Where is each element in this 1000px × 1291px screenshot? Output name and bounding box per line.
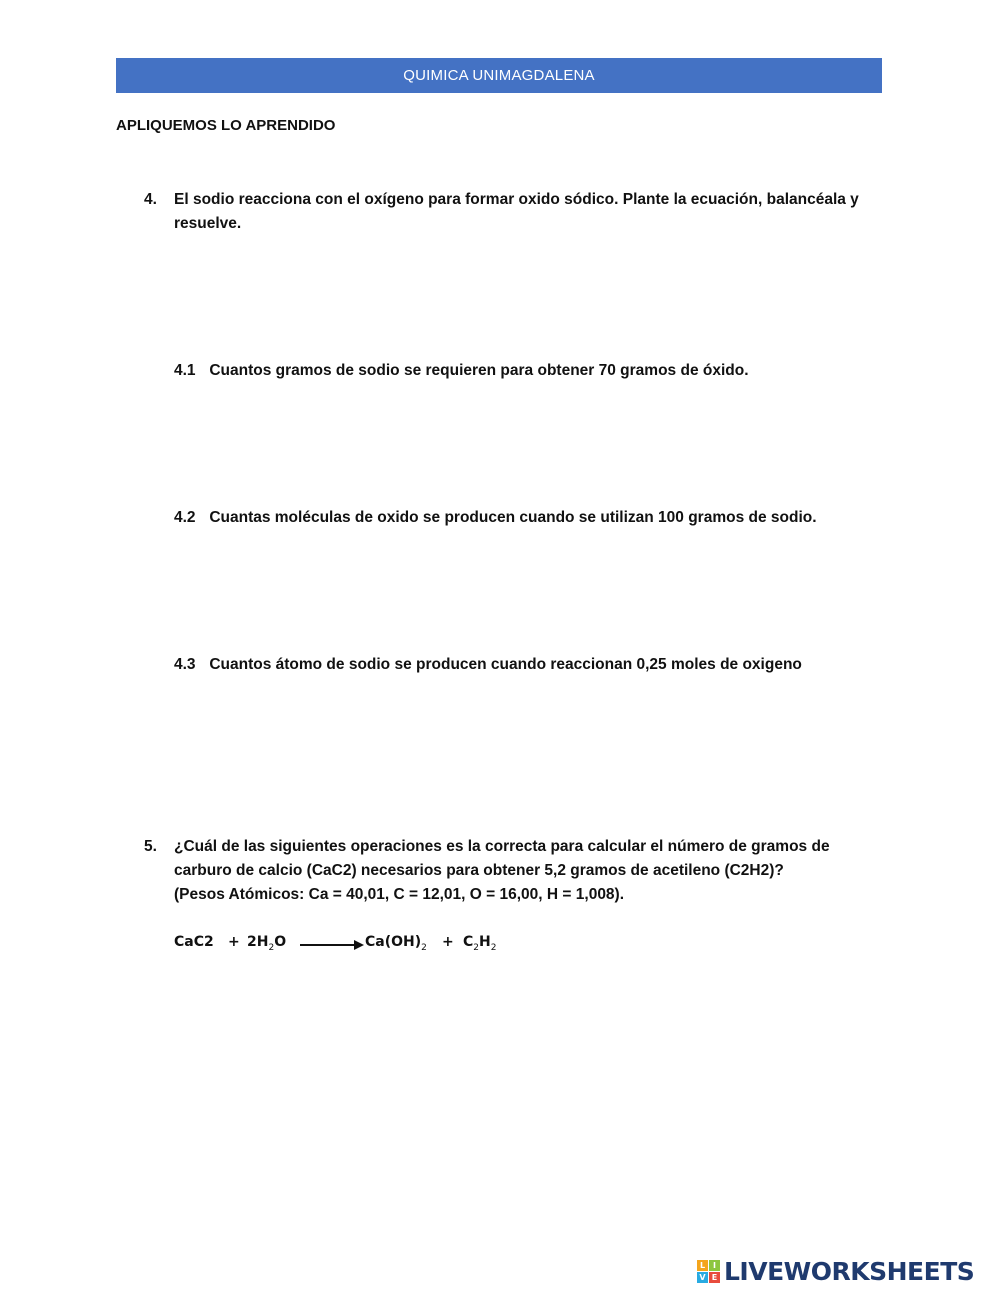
question-5 bbox=[144, 835, 864, 907]
question-5-number: 5. bbox=[144, 838, 157, 855]
reaction-arrow bbox=[300, 944, 362, 946]
equation-reactant-2-suffix: O bbox=[274, 934, 287, 950]
logo-text: LIVEWORKSHEETS bbox=[724, 1256, 975, 1286]
question-4-1 bbox=[174, 359, 874, 383]
liveworksheets-logo bbox=[697, 1256, 974, 1286]
equation-product-2-h-sub: 2 bbox=[490, 942, 497, 953]
question-4-line1: El sodio reacciona con el oxígeno para formar oxido sódico. Plante la ecuación, balancéala y bbox=[174, 191, 859, 208]
equation-product-1-sub: 2 bbox=[421, 942, 427, 953]
equation-product-2-c: C bbox=[463, 934, 474, 950]
question-5-line3: (Pesos Atómicos: Ca = 40,01, C = 12,01, O = 16,00, H = 1,008). bbox=[174, 886, 625, 903]
question-5-line1: ¿Cuál de las siguientes operaciones es la correcta para calcular el número de gramos de bbox=[174, 838, 830, 855]
logo-blocks-icon bbox=[697, 1260, 720, 1283]
question-4-2-text: Cuantas moléculas de oxido se producen cuando se utilizan 100 gramos de sodio. bbox=[209, 509, 817, 526]
section-title: APLIQUEMOS LO APRENDIDO bbox=[116, 117, 336, 134]
equation-product-1-prefix: Ca(OH) bbox=[365, 934, 422, 950]
question-4-number: 4. bbox=[144, 191, 157, 208]
question-4-line2: resuelve. bbox=[174, 215, 242, 232]
question-4-2-number: 4.2 bbox=[174, 509, 196, 526]
logo-block-e: E bbox=[709, 1272, 720, 1283]
question-4-3 bbox=[174, 653, 874, 677]
question-4-1-number: 4.1 bbox=[174, 362, 196, 379]
question-4-2 bbox=[174, 506, 874, 530]
equation-reactant-2-sub: 2 bbox=[268, 942, 275, 953]
logo-block-v: V bbox=[697, 1272, 708, 1283]
chemical-equation bbox=[174, 930, 514, 960]
equation-reactant-2 bbox=[247, 934, 286, 953]
question-4-3-text: Cuantos átomo de sodio se producen cuando reaccionan 0,25 moles de oxigeno bbox=[209, 656, 802, 673]
equation-product-2-c-sub: 2 bbox=[473, 942, 480, 953]
equation-plus-2: + bbox=[442, 934, 454, 950]
equation-product-2-h: H bbox=[479, 934, 491, 950]
question-4-1-text: Cuantos gramos de sodio se requieren para obtener 70 gramos de óxido. bbox=[209, 362, 749, 379]
equation-product-1 bbox=[365, 934, 427, 953]
logo-block-l: L bbox=[697, 1260, 708, 1271]
logo-block-i: I bbox=[709, 1260, 720, 1271]
equation-reactant-1: CaC2 bbox=[174, 934, 214, 950]
question-4 bbox=[144, 188, 864, 236]
header-title: QUIMICA UNIMAGDALENA bbox=[403, 67, 595, 84]
question-4-3-number: 4.3 bbox=[174, 656, 196, 673]
header-bar bbox=[116, 58, 882, 93]
equation-reactant-2-prefix: 2H bbox=[247, 934, 269, 950]
equation-plus-1: + bbox=[228, 934, 240, 950]
question-5-line2: carburo de calcio (CaC2) necesarios para obtener 5,2 gramos de acetileno (C2H2)? bbox=[174, 862, 784, 879]
equation-product-2 bbox=[463, 934, 496, 953]
